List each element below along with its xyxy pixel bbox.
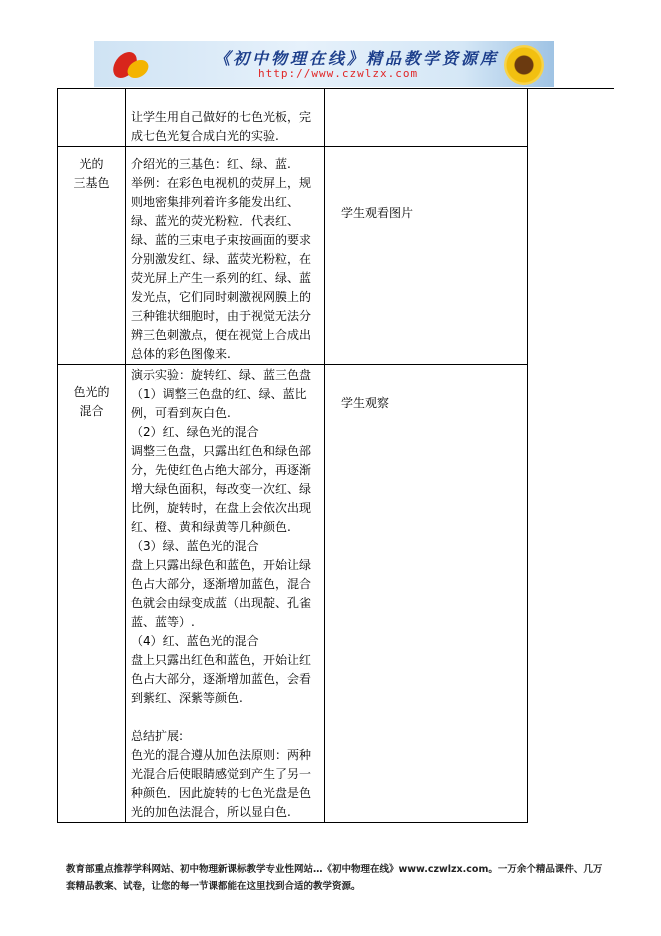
- content-paragraph: 介绍光的三基色：红、绿、蓝.: [131, 157, 291, 171]
- content-paragraph: 让学生用自己做好的七色光板，完成七色光复合成白光的实验.: [131, 110, 312, 143]
- content-paragraph: （4）红、蓝色光的混合: [131, 634, 259, 648]
- topic-label: 光的: [79, 157, 104, 171]
- content-paragraph: 举例：在彩色电视机的荧屏上，规则地密集排列着许多能发出红、绿、蓝光的荧光粉粒．代表红、绿、蓝的三束电子束按画面的要求分别激发红、绿、蓝荧光粉粒，在荧光屏上产生一系列的红、绿、蓝发光点，它们同时刺激视网膜上的三种锥状细胞时，由于视觉无法分辨三色刺激点，便在视觉上合成出总体的彩色图像来.: [131, 176, 312, 361]
- content-cell: [126, 89, 325, 147]
- lesson-table: [57, 88, 528, 823]
- content-paragraph: 盘上只露出绿色和蓝色，开始让绿色占大部分，逐渐增加蓝色，混合色就会由绿变成蓝（出现靛、孔雀蓝、蓝等）.: [131, 558, 312, 629]
- activity-text: 学生观看图片: [341, 206, 414, 220]
- site-logo-icon: [110, 46, 150, 82]
- activity-cell: [325, 147, 528, 365]
- content-paragraph: 色光的混合遵从加色法原则：两种光混合后使眼睛感觉到产生了另一种颜色．因此旋转的七色光盘是色光的加色法混合，所以显白色.: [131, 748, 312, 819]
- content-cell: [126, 365, 325, 823]
- topic-cell: [58, 365, 126, 823]
- topic-label: 色光的: [73, 385, 110, 399]
- banner-url: http://www.czwlzx.com: [258, 67, 419, 80]
- activity-text: 学生观察: [341, 396, 390, 410]
- table-row: [58, 89, 528, 147]
- sunflower-icon: [504, 45, 544, 85]
- content-paragraph: （1）调整三色盘的红、绿、蓝比例，可看到灰白色.: [131, 387, 307, 420]
- activity-cell: [325, 89, 528, 147]
- topic-cell: [58, 147, 126, 365]
- table-row: [58, 147, 528, 365]
- content-paragraph: 盘上只露出红色和蓝色，开始让红色占大部分，逐渐增加蓝色，会看到紫红、深紫等颜色.: [131, 653, 312, 705]
- footer-note: 教育部重点推荐学科网站、初中物理新课标教学专业性网站…《初中物理在线》www.czwlzx.com。一万余个精品课件、几万套精品教案、试卷，让您的每一节课都能在这里找到合适的教学资源。: [66, 864, 603, 892]
- content-cell: [126, 147, 325, 365]
- content-paragraph: （2）红、绿色光的混合: [131, 425, 259, 439]
- topic-label: 三基色: [73, 176, 110, 190]
- banner-title: 《初中物理在线》精品教学资源库: [214, 49, 500, 68]
- content-paragraph: 总结扩展:: [131, 729, 184, 743]
- content-paragraph: 演示实验：旋转红、绿、蓝三色盘: [131, 368, 312, 382]
- content-paragraph: （3）绿、蓝色光的混合: [131, 539, 259, 553]
- activity-cell: [325, 365, 528, 823]
- table-row: [58, 365, 528, 823]
- header-banner: [94, 41, 554, 87]
- topic-label: 混合: [79, 404, 104, 418]
- content-paragraph: [131, 708, 320, 727]
- topic-cell: [58, 89, 126, 147]
- content-paragraph: 调整三色盘，只露出红色和绿色部分，先使红色占绝大部分，再逐渐增大绿色面积，每改变一次红、绿比例，旋转时，在盘上会依次出现红、橙、黄和绿黄等几种颜色.: [131, 444, 312, 534]
